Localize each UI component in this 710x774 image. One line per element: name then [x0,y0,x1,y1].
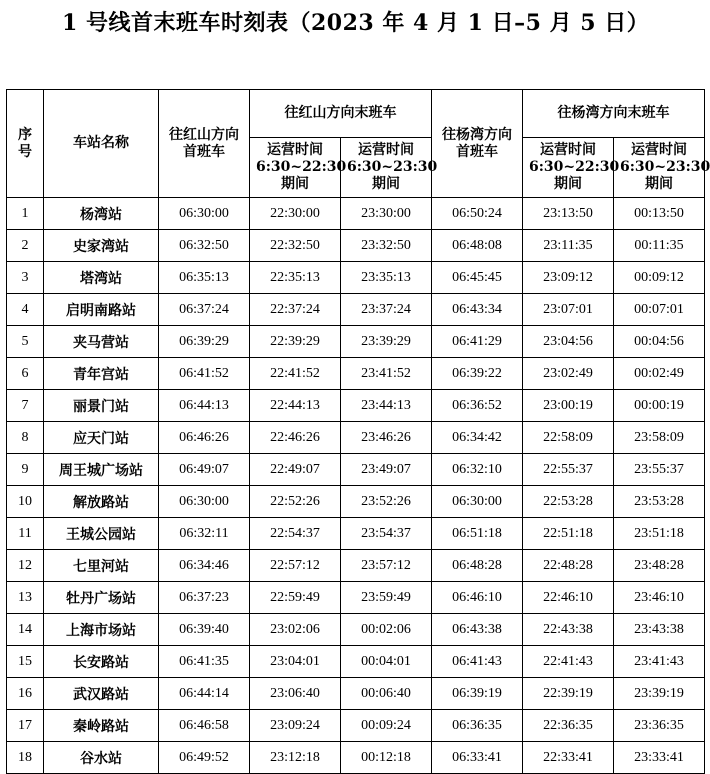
cell-hongshan-first: 06:32:50 [159,230,250,262]
cell-yangwan-last-2330: 23:39:19 [614,678,705,710]
cell-yangwan-first: 06:39:19 [432,678,523,710]
header-yangwan-first [432,90,523,198]
cell-yangwan-first: 06:51:18 [432,518,523,550]
cell-hongshan-first: 06:37:24 [159,294,250,326]
cell-hongshan-first: 06:39:40 [159,614,250,646]
table-row [7,518,705,550]
cell-yangwan-last-2230: 22:39:19 [523,678,614,710]
cell-yangwan-last-2330: 23:36:35 [614,710,705,742]
cell-yangwan-first: 06:39:22 [432,358,523,390]
cell-seq: 11 [7,518,44,550]
cell-hongshan-last-2230: 22:30:00 [250,198,341,230]
cell-seq: 7 [7,390,44,422]
header-yangwan-last: 往杨湾方向末班车 [523,90,705,138]
cell-station: 启明南路站 [44,294,159,326]
header-seq [7,90,44,198]
cell-yangwan-last-2330: 23:33:41 [614,742,705,774]
cell-hongshan-last-2230: 22:35:13 [250,262,341,294]
cell-yangwan-last-2330: 23:51:18 [614,518,705,550]
cell-hongshan-first: 06:41:35 [159,646,250,678]
table-row [7,550,705,582]
cell-station: 史家湾站 [44,230,159,262]
cell-hongshan-first: 06:39:29 [159,326,250,358]
table-row [7,614,705,646]
cell-seq: 10 [7,486,44,518]
header-hongshan-first [159,90,250,198]
cell-seq: 8 [7,422,44,454]
cell-hongshan-last-2330: 23:52:26 [341,486,432,518]
cell-hongshan-last-2330: 23:46:26 [341,422,432,454]
cell-yangwan-last-2330: 23:53:28 [614,486,705,518]
cell-yangwan-first: 06:41:43 [432,646,523,678]
table-row [7,230,705,262]
cell-yangwan-first: 06:36:52 [432,390,523,422]
cell-station: 塔湾站 [44,262,159,294]
cell-hongshan-last-2330: 00:06:40 [341,678,432,710]
table-row [7,294,705,326]
cell-yangwan-last-2330: 23:55:37 [614,454,705,486]
cell-station: 夹马营站 [44,326,159,358]
cell-hongshan-last-2330: 23:57:12 [341,550,432,582]
cell-seq: 3 [7,262,44,294]
cell-hongshan-first: 06:44:13 [159,390,250,422]
table-row [7,390,705,422]
table-row [7,198,705,230]
table-row [7,422,705,454]
cell-yangwan-first: 06:32:10 [432,454,523,486]
cell-hongshan-first: 06:49:52 [159,742,250,774]
cell-yangwan-last-2230: 23:04:56 [523,326,614,358]
cell-hongshan-first: 06:46:26 [159,422,250,454]
header-hongshan-last: 往红山方向末班车 [250,90,432,138]
table-row [7,358,705,390]
cell-station: 青年宫站 [44,358,159,390]
cell-seq: 9 [7,454,44,486]
cell-yangwan-first: 06:33:41 [432,742,523,774]
cell-yangwan-last-2330: 00:04:56 [614,326,705,358]
cell-hongshan-last-2230: 23:12:18 [250,742,341,774]
header-period-2230-a: 运营时间 6:30~22:30 期间 [256,142,347,192]
cell-station: 周王城广场站 [44,454,159,486]
timetable-body [7,198,705,774]
cell-yangwan-last-2230: 22:55:37 [523,454,614,486]
cell-yangwan-last-2230: 23:00:19 [523,390,614,422]
cell-yangwan-last-2330: 23:48:28 [614,550,705,582]
header-period-2330-b: 运营时间 6:30~23:30 期间 [620,142,710,192]
table-row [7,710,705,742]
cell-yangwan-first: 06:50:24 [432,198,523,230]
cell-seq: 18 [7,742,44,774]
cell-hongshan-last-2230: 22:39:29 [250,326,341,358]
table-row [7,326,705,358]
cell-yangwan-first: 06:45:45 [432,262,523,294]
cell-yangwan-last-2230: 22:58:09 [523,422,614,454]
cell-seq: 16 [7,678,44,710]
cell-yangwan-last-2230: 23:02:49 [523,358,614,390]
table-row [7,454,705,486]
cell-yangwan-last-2330: 00:11:35 [614,230,705,262]
cell-yangwan-first: 06:41:29 [432,326,523,358]
cell-hongshan-last-2230: 22:32:50 [250,230,341,262]
cell-station: 丽景门站 [44,390,159,422]
cell-yangwan-first: 06:36:35 [432,710,523,742]
cell-station: 武汉路站 [44,678,159,710]
cell-station: 杨湾站 [44,198,159,230]
cell-yangwan-last-2330: 00:00:19 [614,390,705,422]
cell-yangwan-last-2230: 22:51:18 [523,518,614,550]
cell-yangwan-last-2230: 22:36:35 [523,710,614,742]
header-yangwan-first-label: 往杨湾方向首班车 [442,126,512,160]
cell-hongshan-last-2230: 23:04:01 [250,646,341,678]
cell-hongshan-first: 06:37:23 [159,582,250,614]
cell-hongshan-last-2330: 00:12:18 [341,742,432,774]
header-station: 车站名称 [44,90,159,198]
cell-hongshan-last-2230: 23:02:06 [250,614,341,646]
cell-hongshan-last-2330: 00:02:06 [341,614,432,646]
page-title: 1 号线首末班车时刻表（2023 年 4 月 1 日–5 月 5 日） [62,10,650,36]
cell-seq: 1 [7,198,44,230]
cell-hongshan-last-2230: 22:57:12 [250,550,341,582]
cell-hongshan-last-2230: 22:54:37 [250,518,341,550]
table-row [7,582,705,614]
cell-hongshan-last-2230: 22:49:07 [250,454,341,486]
table-row [7,646,705,678]
cell-hongshan-last-2230: 23:09:24 [250,710,341,742]
header-yangwan-2230 [523,138,620,198]
cell-yangwan-last-2230: 23:07:01 [523,294,614,326]
cell-station: 应天门站 [44,422,159,454]
cell-station: 长安路站 [44,646,159,678]
cell-hongshan-last-2230: 22:37:24 [250,294,341,326]
cell-seq: 6 [7,358,44,390]
cell-station: 解放路站 [44,486,159,518]
cell-seq: 15 [7,646,44,678]
cell-station: 七里河站 [44,550,159,582]
cell-hongshan-first: 06:35:13 [159,262,250,294]
cell-hongshan-first: 06:34:46 [159,550,250,582]
header-hongshan-2330 [341,138,438,198]
cell-yangwan-first: 06:30:00 [432,486,523,518]
cell-hongshan-last-2330: 00:09:24 [341,710,432,742]
cell-hongshan-last-2330: 23:41:52 [341,358,432,390]
cell-seq: 5 [7,326,44,358]
header-period-2330-a: 运营时间 6:30~23:30 期间 [347,142,438,192]
cell-hongshan-last-2330: 23:59:49 [341,582,432,614]
table-row [7,678,705,710]
cell-hongshan-last-2230: 22:41:52 [250,358,341,390]
table-row [7,486,705,518]
cell-station: 王城公园站 [44,518,159,550]
cell-hongshan-last-2230: 22:52:26 [250,486,341,518]
cell-hongshan-last-2330: 23:44:13 [341,390,432,422]
cell-hongshan-first: 06:46:58 [159,710,250,742]
cell-hongshan-last-2330: 23:37:24 [341,294,432,326]
cell-yangwan-first: 06:48:08 [432,230,523,262]
cell-hongshan-first: 06:41:52 [159,358,250,390]
cell-yangwan-first: 06:43:38 [432,614,523,646]
cell-yangwan-last-2230: 22:43:38 [523,614,614,646]
cell-yangwan-last-2330: 23:43:38 [614,614,705,646]
cell-yangwan-last-2230: 22:48:28 [523,550,614,582]
cell-hongshan-first: 06:30:00 [159,198,250,230]
cell-yangwan-last-2330: 23:58:09 [614,422,705,454]
cell-station: 谷水站 [44,742,159,774]
cell-yangwan-last-2230: 23:13:50 [523,198,614,230]
cell-yangwan-first: 06:43:34 [432,294,523,326]
cell-hongshan-first: 06:49:07 [159,454,250,486]
cell-hongshan-last-2330: 23:30:00 [341,198,432,230]
header-period-2230-b: 运营时间 6:30~22:30 期间 [529,142,620,192]
cell-yangwan-last-2230: 23:09:12 [523,262,614,294]
cell-hongshan-last-2230: 23:06:40 [250,678,341,710]
table-row [7,742,705,774]
cell-station: 上海市场站 [44,614,159,646]
cell-hongshan-first: 06:44:14 [159,678,250,710]
cell-yangwan-first: 06:48:28 [432,550,523,582]
cell-yangwan-last-2330: 00:09:12 [614,262,705,294]
cell-hongshan-last-2330: 23:54:37 [341,518,432,550]
cell-seq: 13 [7,582,44,614]
cell-hongshan-last-2330: 23:32:50 [341,230,432,262]
cell-hongshan-last-2330: 23:39:29 [341,326,432,358]
cell-station: 秦岭路站 [44,710,159,742]
cell-hongshan-last-2330: 23:35:13 [341,262,432,294]
cell-yangwan-last-2230: 22:33:41 [523,742,614,774]
cell-yangwan-last-2330: 23:41:43 [614,646,705,678]
cell-seq: 17 [7,710,44,742]
cell-hongshan-first: 06:30:00 [159,486,250,518]
cell-yangwan-last-2230: 23:11:35 [523,230,614,262]
cell-hongshan-first: 06:32:11 [159,518,250,550]
cell-yangwan-last-2230: 22:46:10 [523,582,614,614]
cell-seq: 12 [7,550,44,582]
cell-yangwan-last-2330: 23:46:10 [614,582,705,614]
cell-yangwan-last-2230: 22:41:43 [523,646,614,678]
cell-hongshan-last-2230: 22:46:26 [250,422,341,454]
cell-hongshan-last-2330: 00:04:01 [341,646,432,678]
cell-yangwan-last-2330: 00:02:49 [614,358,705,390]
header-hongshan-2230 [250,138,347,198]
cell-hongshan-last-2230: 22:44:13 [250,390,341,422]
table-row [7,262,705,294]
header-hongshan-first-label: 往红山方向首班车 [169,126,239,160]
cell-hongshan-last-2330: 23:49:07 [341,454,432,486]
header-yangwan-2330 [614,138,710,198]
cell-seq: 2 [7,230,44,262]
cell-yangwan-last-2330: 00:07:01 [614,294,705,326]
cell-yangwan-last-2330: 00:13:50 [614,198,705,230]
timetable [6,89,710,774]
cell-yangwan-last-2230: 22:53:28 [523,486,614,518]
header-seq-label: 序号 [18,126,32,160]
cell-seq: 4 [7,294,44,326]
cell-seq: 14 [7,614,44,646]
cell-yangwan-first: 06:46:10 [432,582,523,614]
cell-hongshan-last-2230: 22:59:49 [250,582,341,614]
cell-station: 牡丹广场站 [44,582,159,614]
cell-yangwan-first: 06:34:42 [432,422,523,454]
